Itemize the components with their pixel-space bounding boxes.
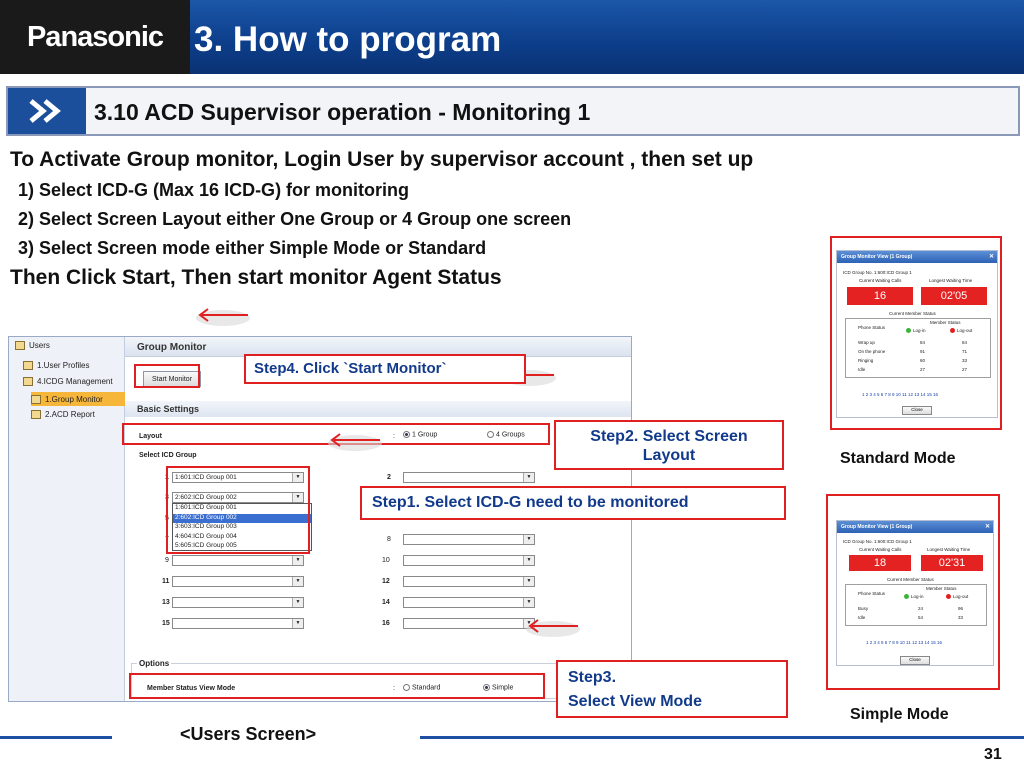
sidebar-label: 1.Group Monitor bbox=[45, 394, 103, 404]
intro-line-5: Then Click Start, Then start monitor Agent Status bbox=[10, 266, 502, 289]
double-chevron-icon bbox=[8, 88, 86, 134]
current-waiting-calls-label: Current Waiting Calls bbox=[859, 278, 902, 283]
dropdown-option[interactable]: 5:605:ICD Group 005 bbox=[175, 542, 237, 549]
sidebar-item-group-monitor[interactable] bbox=[31, 392, 125, 406]
section-title: 3.10 ACD Supervisor operation - Monitoring 1 bbox=[94, 99, 591, 125]
step2-line2: Layout bbox=[642, 447, 696, 464]
slot-3-label: 3 bbox=[165, 494, 169, 501]
view-mode-colon: : bbox=[393, 685, 395, 692]
intro-line-3: 2) Select Screen Layout either One Group or 4 Group one screen bbox=[18, 209, 572, 229]
member-status-header: Member Status bbox=[926, 586, 957, 591]
dropdown-option[interactable]: 3:603:ICD Group 003 bbox=[175, 523, 237, 530]
dropdown-arrow-icon: ▼ bbox=[292, 619, 303, 628]
dropdown-arrow-icon: ▼ bbox=[292, 577, 303, 586]
grid-icon bbox=[31, 395, 41, 404]
slot-16-label: 16 bbox=[382, 620, 390, 627]
sidebar-item-users[interactable] bbox=[15, 341, 50, 350]
select-icd-group-label: Select ICD Group bbox=[139, 452, 197, 459]
slot-13-label: 13 bbox=[162, 599, 170, 606]
current-member-status-label: Current Member Status bbox=[887, 577, 934, 582]
users-screen-caption: <Users Screen> bbox=[180, 724, 317, 744]
row-label: On the phone bbox=[858, 349, 886, 354]
dropdown-arrow-icon: ▼ bbox=[292, 473, 303, 482]
row-label: Ringing bbox=[858, 358, 874, 363]
step3-callout bbox=[556, 660, 788, 718]
step3-line2: Select View Mode bbox=[568, 693, 702, 710]
member-status-table bbox=[845, 584, 987, 626]
slot-5-label: 5 bbox=[165, 515, 169, 522]
close-button[interactable]: Close bbox=[902, 406, 932, 415]
slot-15-label: 15 bbox=[162, 620, 170, 627]
dropdown-arrow-icon: ▼ bbox=[292, 598, 303, 607]
log-in-header bbox=[906, 328, 926, 333]
page-title: 3. How to program bbox=[194, 20, 502, 59]
slot-9-select[interactable] bbox=[172, 555, 304, 566]
mini-title-bar bbox=[837, 251, 997, 263]
grid-icon bbox=[31, 410, 41, 419]
radio-label: Simple bbox=[492, 684, 514, 692]
red-dot-icon bbox=[946, 594, 951, 599]
close-icon: ✕ bbox=[984, 524, 990, 530]
logo-text: Panasonic bbox=[26, 20, 164, 53]
row-login: 91 bbox=[920, 349, 926, 354]
intro-line-1: To Activate Group monitor, Login User by supervisor account , then set up bbox=[10, 148, 754, 171]
slot-8-label: 8 bbox=[387, 536, 391, 543]
row-login: 27 bbox=[920, 367, 926, 372]
slot-10-select[interactable] bbox=[403, 555, 535, 566]
longest-waiting-time-label: Longest Waiting Time bbox=[929, 278, 973, 283]
slot-7-label: 7 bbox=[165, 536, 169, 543]
phone-status-header: Phone Status bbox=[858, 591, 886, 596]
longest-waiting-time-label: Longest Waiting Time bbox=[927, 547, 971, 552]
slot-9-label: 9 bbox=[165, 557, 169, 564]
current-waiting-calls-label: Current Waiting Calls bbox=[859, 547, 902, 552]
log-out-text: Log-out bbox=[953, 594, 969, 599]
slot-8-select[interactable] bbox=[403, 534, 535, 545]
log-out-header bbox=[946, 594, 968, 599]
page-links[interactable]: 1 2 3 4 5 6 7 8 9 10 11 12 13 14 15 16 bbox=[862, 392, 938, 397]
group-name: ICD Group No. 1:600:ICD Group 1 bbox=[843, 539, 912, 544]
red-dot-icon bbox=[950, 328, 955, 333]
dropdown-arrow-icon: ▼ bbox=[523, 473, 534, 482]
sidebar-label: 4.ICDG Management bbox=[37, 377, 113, 386]
waiting-calls-value: 18 bbox=[849, 555, 911, 571]
intro-line-2: 1) Select ICD-G (Max 16 ICD-G) for monitoring bbox=[18, 180, 410, 200]
slot-11-label: 11 bbox=[162, 578, 170, 585]
row-login: 84 bbox=[920, 340, 926, 345]
dropdown-arrow-icon: ▼ bbox=[523, 598, 534, 607]
left-arrow-icon bbox=[524, 615, 582, 639]
footer-line-left bbox=[0, 736, 112, 739]
slot-15-select[interactable] bbox=[172, 618, 304, 629]
sidebar-item-acd-report[interactable] bbox=[31, 410, 95, 419]
radio-label: 4 Groups bbox=[496, 431, 525, 439]
slot-11-select[interactable] bbox=[172, 576, 304, 587]
row-label: Busy bbox=[858, 606, 869, 611]
mini-title-text: Group Monitor View (1 Group) bbox=[841, 254, 913, 260]
dropdown-arrow-icon: ▼ bbox=[523, 535, 534, 544]
row-label: Idle bbox=[858, 615, 866, 620]
slot-2-label: 2 bbox=[387, 474, 391, 481]
basic-settings-header: Basic Settings bbox=[125, 401, 632, 417]
green-dot-icon bbox=[906, 328, 911, 333]
close-icon: ✕ bbox=[988, 254, 994, 260]
row-login: 60 bbox=[920, 358, 926, 363]
header-bar bbox=[0, 0, 1024, 74]
options-label: Options bbox=[139, 659, 170, 668]
icd-group-highlight bbox=[166, 466, 310, 554]
row-login: 54 bbox=[918, 615, 924, 620]
row-login: 24 bbox=[918, 606, 924, 611]
row-logout: 71 bbox=[962, 349, 968, 354]
close-button[interactable]: Close bbox=[900, 656, 930, 665]
sidebar-label: 1.User Profiles bbox=[37, 361, 90, 370]
dropdown-option-selected[interactable]: 2:602:ICD Group 002 bbox=[173, 514, 311, 524]
select-value: 2:602:ICD Group 002 bbox=[175, 494, 237, 501]
dropdown-arrow-icon: ▼ bbox=[523, 619, 534, 628]
log-out-header bbox=[950, 328, 972, 333]
layout-colon: : bbox=[393, 433, 395, 440]
green-dot-icon bbox=[904, 594, 909, 599]
layout-label: Layout bbox=[139, 433, 162, 440]
folder-icon bbox=[15, 341, 25, 350]
step2-callout bbox=[554, 420, 784, 470]
step2-line1: Step2. Select Screen bbox=[590, 428, 748, 445]
phone-status-header: Phone Status bbox=[858, 325, 886, 330]
left-arrow-icon bbox=[326, 429, 384, 453]
view-mode-highlight bbox=[129, 673, 545, 699]
longest-time-value: 02'05 bbox=[921, 287, 987, 305]
simple-mode-screenshot bbox=[826, 494, 1000, 690]
dropdown-arrow-icon: ▼ bbox=[292, 493, 303, 502]
row-logout: 84 bbox=[962, 340, 968, 345]
dropdown-arrow-icon: ▼ bbox=[523, 556, 534, 565]
mini-title-text: Group Monitor View (1 Group) bbox=[841, 524, 913, 530]
start-monitor-highlight bbox=[134, 364, 200, 388]
slot-10-label: 10 bbox=[382, 557, 390, 564]
slot-16-select[interactable] bbox=[403, 618, 535, 629]
row-logout: 27 bbox=[962, 367, 968, 372]
mini-title-bar bbox=[837, 521, 993, 533]
slot-13-select[interactable] bbox=[172, 597, 304, 608]
step4-callout: Step4. Click `Start Monitor` bbox=[244, 354, 526, 384]
log-in-header bbox=[904, 594, 924, 599]
step1-callout: Step1. Select ICD-G need to be monitored bbox=[360, 486, 786, 520]
footer-line-right bbox=[420, 736, 1024, 739]
page-number: 31 bbox=[984, 746, 1002, 763]
folder-icon bbox=[23, 361, 33, 370]
sidebar-item-user-profiles[interactable] bbox=[23, 361, 89, 370]
step3-line1: Step3. bbox=[568, 669, 617, 686]
row-logout: 96 bbox=[958, 606, 964, 611]
dropdown-arrow-icon: ▼ bbox=[523, 577, 534, 586]
longest-time-value: 02'31 bbox=[921, 555, 983, 571]
section-header bbox=[6, 86, 1020, 136]
standard-mode-screenshot bbox=[830, 236, 1002, 430]
member-status-table bbox=[845, 318, 991, 378]
sidebar-label: 2.ACD Report bbox=[45, 410, 95, 419]
row-label: Idle bbox=[858, 367, 866, 372]
group-name: ICD Group No. 1:600:ICD Group 1 bbox=[843, 270, 912, 275]
member-status-header: Member Status bbox=[930, 320, 961, 325]
row-label: Wrap up bbox=[858, 340, 875, 345]
radio-label: 1 Group bbox=[412, 431, 438, 439]
log-in-text: Log-in bbox=[913, 328, 926, 333]
sidebar-label: Users bbox=[29, 341, 50, 350]
dropdown-option[interactable]: 4:604:ICD Group 004 bbox=[175, 532, 237, 540]
row-logout: 33 bbox=[958, 615, 964, 620]
sidebar-item-icdg-management[interactable] bbox=[23, 377, 113, 386]
slot-14-label: 14 bbox=[382, 599, 390, 606]
dropdown-arrow-icon: ▼ bbox=[292, 556, 303, 565]
waiting-calls-value: 16 bbox=[847, 287, 913, 305]
left-arrow-icon bbox=[194, 304, 252, 328]
folder-icon bbox=[23, 377, 33, 386]
panasonic-logo bbox=[0, 0, 190, 74]
page-links[interactable]: 1 2 3 4 5 6 7 8 9 10 11 12 13 14 15 16 bbox=[866, 640, 942, 645]
member-status-view-mode-label: Member Status View Mode bbox=[147, 685, 236, 692]
slot-12-select[interactable] bbox=[403, 576, 535, 587]
slot-12-label: 12 bbox=[382, 578, 390, 585]
log-in-text: Log-in bbox=[911, 594, 924, 599]
standard-mode-caption: Standard Mode bbox=[840, 450, 956, 467]
row-logout: 33 bbox=[962, 358, 968, 363]
intro-line-4: 3) Select Screen mode either Simple Mode or Standard bbox=[18, 238, 487, 258]
sidebar bbox=[9, 337, 125, 702]
panel-title: Group Monitor bbox=[125, 337, 632, 357]
simple-mode-caption: Simple Mode bbox=[850, 706, 949, 723]
radio-label: Standard bbox=[412, 684, 441, 692]
slot-1-label: 1 bbox=[165, 474, 169, 481]
log-out-text: Log-out bbox=[957, 328, 973, 333]
dropdown-option[interactable]: 1:601:ICD Group 001 bbox=[175, 504, 237, 511]
slot-14-select[interactable] bbox=[403, 597, 535, 608]
slot-2-select[interactable] bbox=[403, 472, 535, 483]
current-member-status-label: Current Member Status bbox=[889, 311, 936, 316]
select-value: 1:601:ICD Group 001 bbox=[175, 474, 237, 481]
start-monitor-button[interactable]: Start Monitor bbox=[143, 371, 201, 387]
